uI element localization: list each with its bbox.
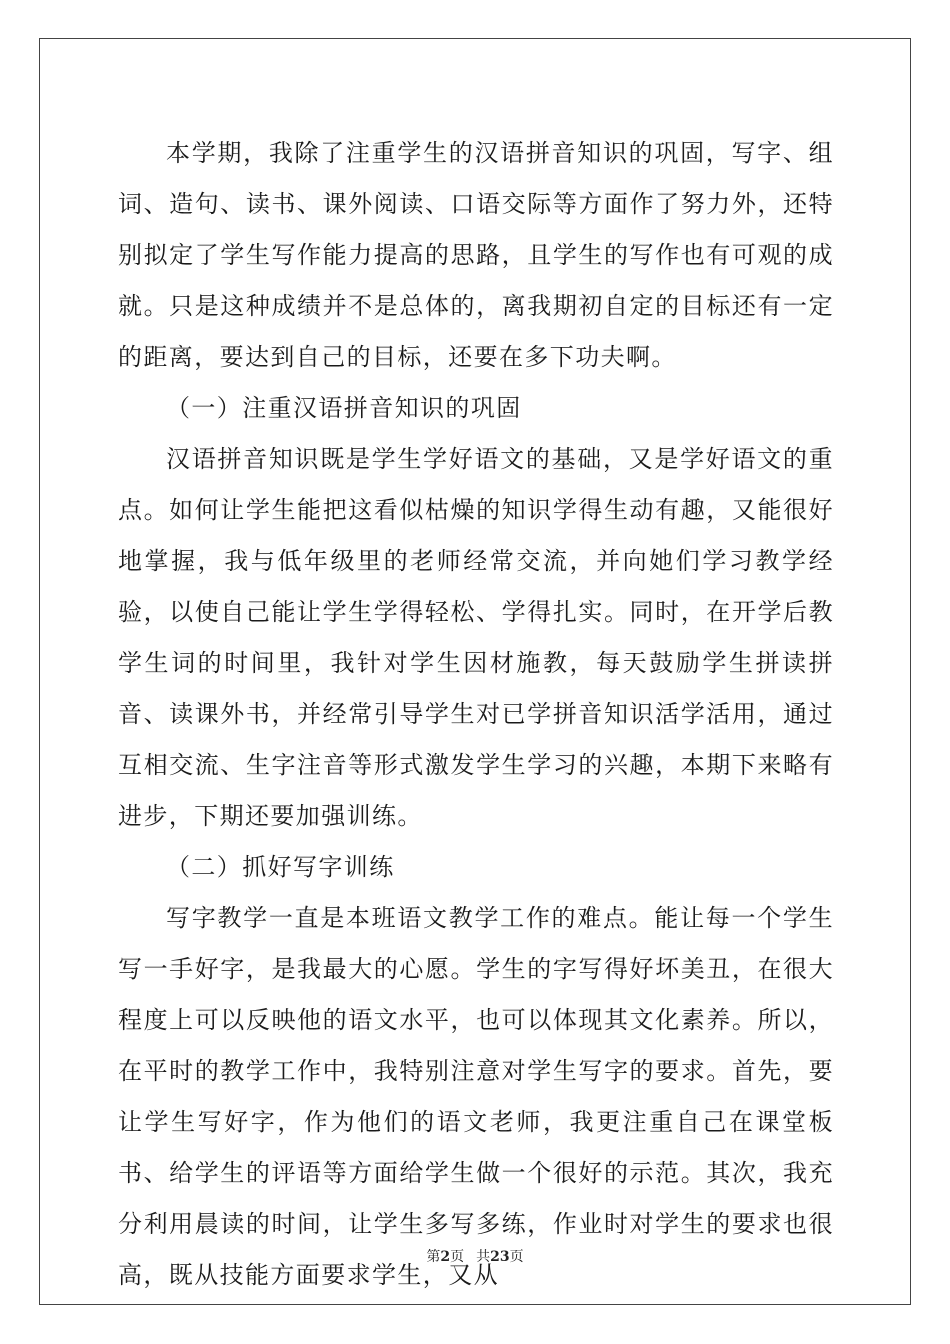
paragraph-pinyin: 汉语拼音知识既是学生学好语文的基础，又是学好语文的重点。如何让学生能把这看似枯燥的知识学得生动有趣，又能很好地掌握，我与低年级里的老师经常交流，并向她们学习教学经验，以使自己能让学生学得轻松、学得扎实。同时，在开学后教学生词的时间里，我针对学生因材施教，每天鼓励学生拼读拼音、读课外书，并经常引导学生对已学拼音知识活学活用，通过互相交流、生字注音等形式激发学生学习的兴趣，本期下来略有进步，下期还要加强训练。 [118, 445, 834, 830]
footer-page-number: 2 [440, 1249, 451, 1265]
footer-total-pages: 23 [490, 1249, 510, 1265]
page-footer [0, 1246, 950, 1266]
section-heading-pinyin: （一）注重汉语拼音知识的巩固 [166, 394, 522, 422]
document-body [118, 128, 834, 1301]
footer-total-prefix: 共 [476, 1249, 491, 1265]
paragraph-writing: 写字教学一直是本班语文教学工作的难点。能让每一个学生写一手好字，是我最大的心愿。学生的字写得好坏美丑，在很大程度上可以反映他的语文水平，也可以体现其文化素养。所以，在平时的教学工作中，我特别注意对学生写字的要求。首先，要让学生写好字，作为他们的语文老师，我更注重自己在课堂板书、给学生的评语等方面给学生做一个很好的示范。其次，我充分利用晨读的时间，让学生多写多练，作业时对学生的要求也很高，既从技能方面要求学生，又从 [118, 904, 834, 1289]
footer-page-suffix: 页 [450, 1249, 465, 1265]
paragraph-intro: 本学期，我除了注重学生的汉语拼音知识的巩固，写字、组词、造句、读书、课外阅读、口语交际等方面作了努力外，还特别拟定了学生写作能力提高的思路，且学生的写作也有可观的成就。只是这种成绩并不是总体的，离我期初自定的目标还有一定的距离，要达到自己的目标，还要在多下功夫啊。 [118, 139, 834, 371]
footer-page-prefix: 第 [426, 1249, 441, 1265]
section-heading-writing: （二）抓好写字训练 [166, 853, 395, 881]
footer-total-suffix: 页 [509, 1249, 524, 1265]
